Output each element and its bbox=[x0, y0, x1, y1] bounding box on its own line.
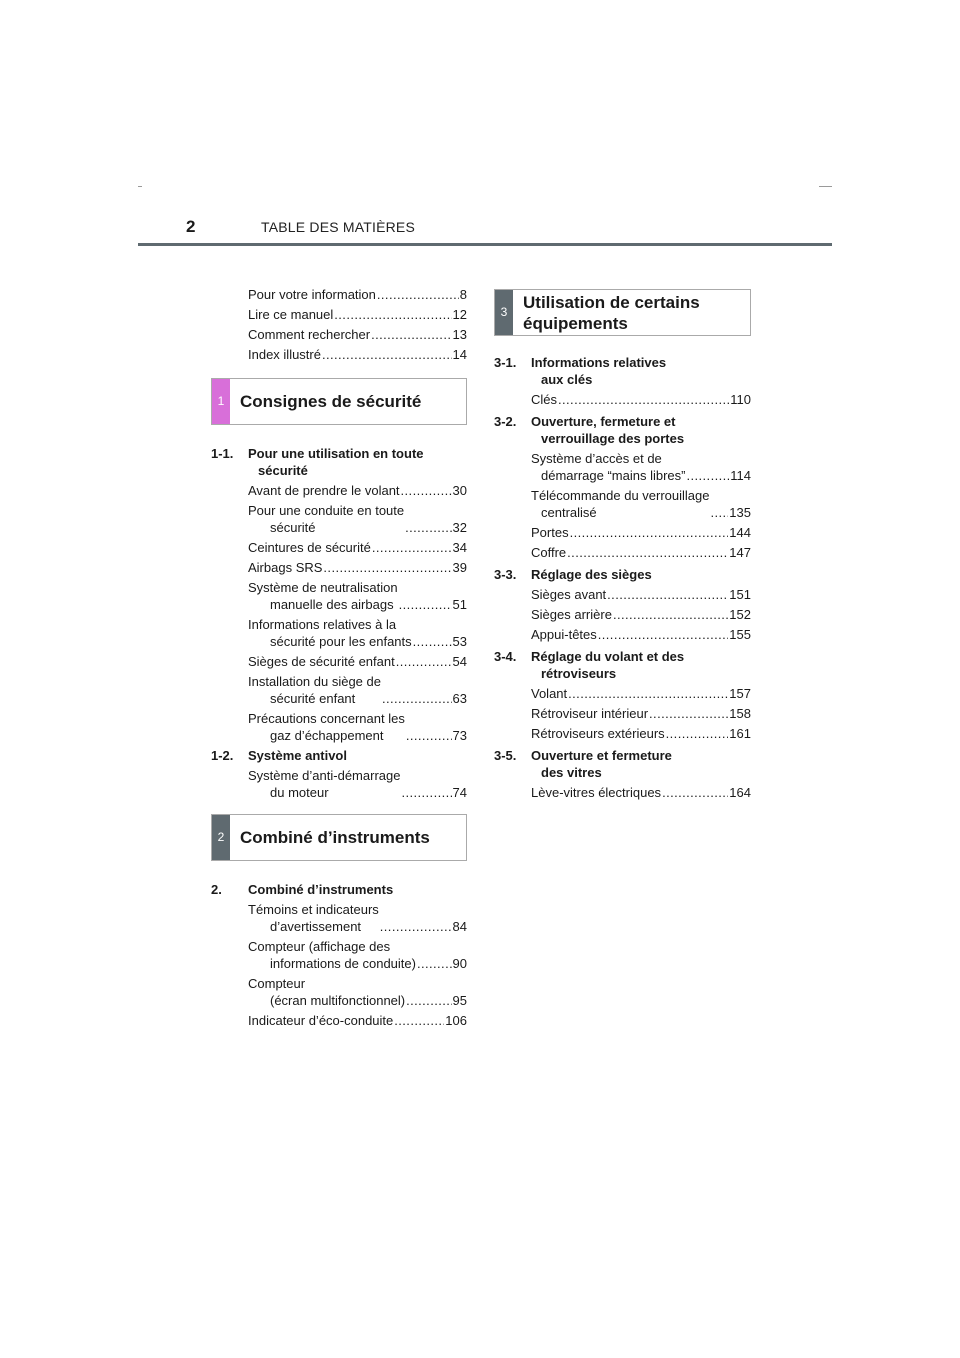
toc-entry[interactable]: Système de neutralisation manuelle des airbags ..... 51 bbox=[211, 579, 467, 613]
toc-entry[interactable]: Sièges de sécurité enfant ..... 54 bbox=[211, 653, 467, 670]
toc-entry[interactable]: Coffre ..... 147 bbox=[494, 544, 751, 561]
chapter-heading[interactable]: 3-2. Ouverture, fermeture et verrouillage des portes bbox=[494, 414, 685, 446]
toc-entry[interactable]: Témoins et indicateurs d’avertissement ..... 84 bbox=[211, 901, 467, 935]
section-tab: 1 bbox=[212, 379, 230, 424]
crop-mark-right bbox=[819, 186, 832, 187]
toc-entry[interactable]: Lève-vitres électriques ..... 164 bbox=[494, 784, 751, 801]
intro-list bbox=[211, 286, 467, 363]
chapter-heading[interactable]: 3-5. Ouverture et fermeture des vitres bbox=[494, 748, 672, 780]
toc-entry[interactable]: Ceintures de sécurité ..... 34 bbox=[211, 539, 467, 556]
toc-entry[interactable]: Portes ..... 144 bbox=[494, 524, 751, 541]
toc-entry[interactable]: Volant ..... 157 bbox=[494, 685, 751, 702]
toc-entry[interactable]: Rétroviseur intérieur ..... 158 bbox=[494, 705, 751, 722]
section-header-3[interactable] bbox=[494, 289, 751, 336]
section-title: Utilisation de certains équipements bbox=[523, 292, 700, 333]
toc-entry[interactable]: Sièges avant ..... 151 bbox=[494, 586, 751, 603]
page-number: 2 bbox=[186, 217, 196, 236]
chapter-heading[interactable]: 1-1. Pour une utilisation en toute sécurité bbox=[211, 446, 424, 478]
section-title: Combiné d’instruments bbox=[240, 828, 430, 847]
toc-entry[interactable]: Compteur (affichage des informations de conduite) ..... 90 bbox=[211, 938, 467, 972]
section-title: Consignes de sécurité bbox=[240, 392, 422, 411]
toc-entry[interactable]: Airbags SRS ..... 39 bbox=[211, 559, 467, 576]
chapter-heading[interactable]: 1-2. Système antivol bbox=[211, 748, 347, 763]
toc-entry[interactable]: Comment rechercher ..... 13 bbox=[211, 326, 467, 343]
toc-entry[interactable]: Sièges arrière ..... 152 bbox=[494, 606, 751, 623]
section-header-1[interactable] bbox=[211, 378, 467, 425]
toc-entry[interactable]: Installation du siège de sécurité enfant ..... 63 bbox=[211, 673, 467, 707]
toc-entry[interactable]: Précautions concernant les gaz d’échappement ..... 73 bbox=[211, 710, 467, 744]
section-tab: 2 bbox=[212, 815, 230, 860]
toc-entry[interactable]: Indicateur d’éco-conduite ..... 106 bbox=[211, 1012, 467, 1029]
section-header-2[interactable] bbox=[211, 814, 467, 861]
toc-entry[interactable]: Pour une conduite en toute sécurité ..... 32 bbox=[211, 502, 467, 536]
toc-left-column bbox=[211, 286, 467, 1032]
chapter-heading[interactable]: 2. Combiné d’instruments bbox=[211, 882, 394, 897]
toc-entry[interactable]: Télécommande du verrouillage centralisé ..... 135 bbox=[494, 487, 751, 521]
toc-right-column bbox=[494, 289, 751, 804]
header-rule bbox=[138, 243, 832, 246]
chapter-heading[interactable]: 3-3. Réglage des sièges bbox=[494, 567, 652, 582]
toc-entry[interactable]: Système d’accès et de démarrage “mains libres” ..... 114 bbox=[494, 450, 751, 484]
toc-entry[interactable]: Avant de prendre le volant ..... 30 bbox=[211, 482, 467, 499]
toc-entry[interactable]: Système d’anti-démarrage du moteur ..... 74 bbox=[211, 767, 467, 801]
toc-entry[interactable]: Informations relatives à la sécurité pour les enfants ..... 53 bbox=[211, 616, 467, 650]
chapter-heading[interactable]: 3-4. Réglage du volant et des rétroviseurs bbox=[494, 649, 685, 681]
toc-entry[interactable]: Index illustré ..... 14 bbox=[211, 346, 467, 363]
section-tab: 3 bbox=[495, 290, 513, 335]
toc-entry[interactable]: Appui-têtes ..... 155 bbox=[494, 626, 751, 643]
chapter-heading[interactable]: 3-1. Informations relatives aux clés bbox=[494, 355, 667, 387]
toc-entry[interactable]: Compteur (écran multifonctionnel) ..... 95 bbox=[211, 975, 467, 1009]
toc-entry[interactable]: Pour votre information ..... 8 bbox=[211, 286, 467, 303]
toc-entry[interactable]: Lire ce manuel ..... 12 bbox=[211, 306, 467, 323]
crop-mark-left bbox=[138, 186, 142, 187]
header-title: TABLE DES MATIÈRES bbox=[261, 219, 416, 235]
toc-entry[interactable]: Rétroviseurs extérieurs ..... 161 bbox=[494, 725, 751, 742]
toc-entry[interactable]: Clés ..... 110 bbox=[494, 391, 751, 408]
